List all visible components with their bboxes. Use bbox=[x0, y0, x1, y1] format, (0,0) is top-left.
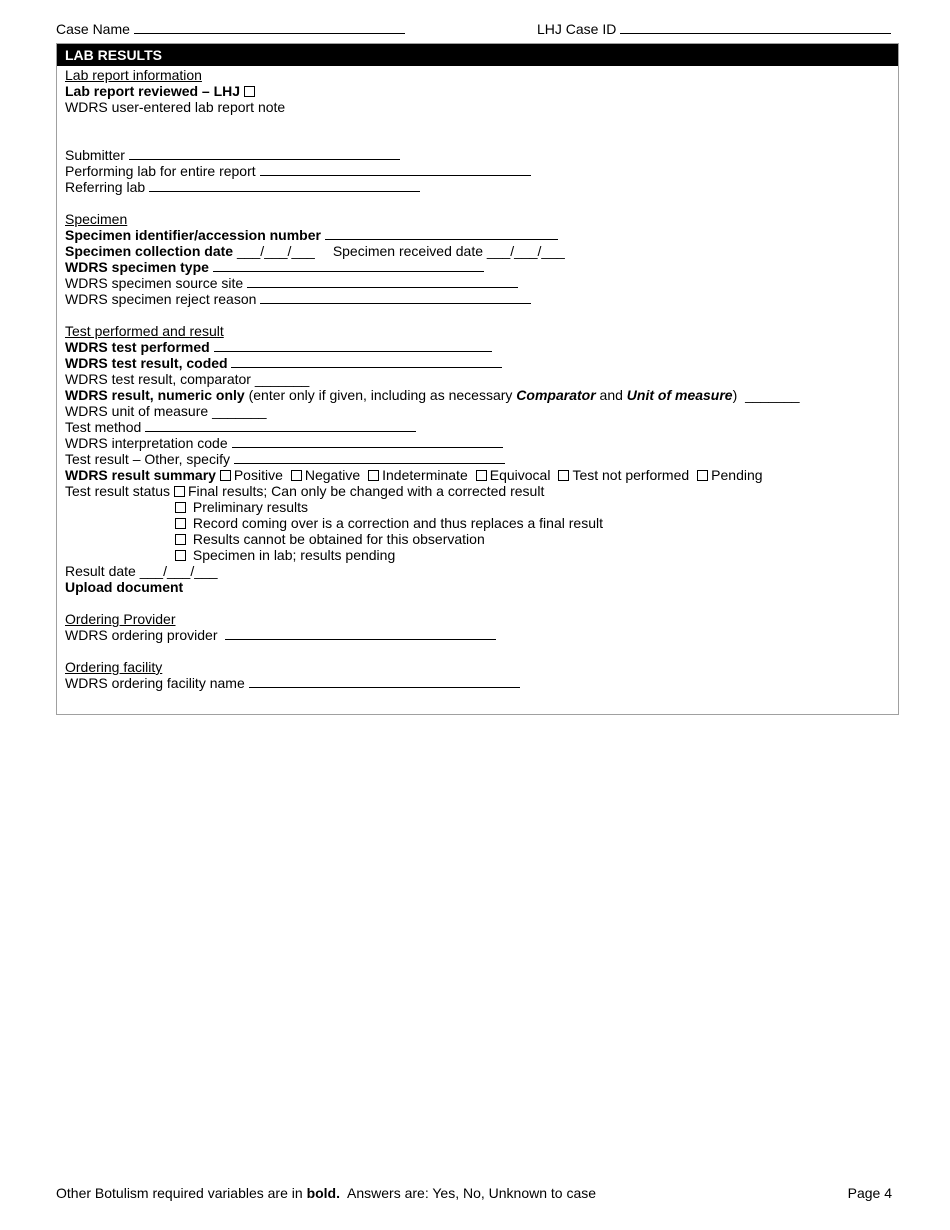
status-preliminary-row bbox=[65, 499, 898, 515]
comparator-blank[interactable]: _______ bbox=[254, 371, 310, 387]
summary-negative-label: Negative bbox=[304, 467, 361, 483]
ordering-provider-label: WDRS ordering provider bbox=[65, 627, 218, 643]
specimen-source-row bbox=[65, 275, 898, 291]
test-method-blank[interactable] bbox=[145, 419, 416, 432]
specimen-heading: Specimen bbox=[65, 211, 128, 227]
lab-report-reviewed-row bbox=[65, 83, 898, 99]
footer-note-prefix: Other Botulism required variables are in bbox=[56, 1185, 303, 1201]
numeric-row bbox=[65, 387, 898, 403]
page-number: Page 4 bbox=[847, 1185, 892, 1201]
submitter-blank[interactable] bbox=[129, 147, 400, 160]
lab-report-heading: Lab report information bbox=[65, 67, 202, 83]
specimen-collection-date-label: Specimen collection date bbox=[65, 243, 234, 259]
interpretation-blank[interactable] bbox=[232, 435, 503, 448]
lhj-case-id-label: LHJ Case ID bbox=[537, 21, 617, 37]
submitter-label: Submitter bbox=[65, 147, 125, 163]
summary-equivocal-label: Equivocal bbox=[489, 467, 551, 483]
lab-results-panel bbox=[56, 43, 899, 715]
specimen-type-row bbox=[65, 259, 898, 275]
performing-lab-row bbox=[65, 163, 898, 179]
status-final-label: Final results; Can only be changed with a corrected result bbox=[187, 483, 545, 499]
result-status-label: Test result status bbox=[65, 483, 171, 499]
lab-report-reviewed-checkbox[interactable] bbox=[244, 86, 255, 97]
referring-lab-row bbox=[65, 179, 898, 195]
comparator-row bbox=[65, 371, 898, 387]
test-other-blank[interactable] bbox=[234, 451, 505, 464]
test-heading: Test performed and result bbox=[65, 323, 224, 339]
summary-not-performed-checkbox[interactable] bbox=[558, 470, 569, 481]
unit-row bbox=[65, 403, 898, 419]
result-status-row bbox=[65, 483, 898, 499]
summary-pending-label: Pending bbox=[711, 467, 763, 483]
footer-note-bold: bold. bbox=[306, 1185, 340, 1201]
upload-document-label[interactable]: Upload document bbox=[65, 579, 184, 595]
ordering-facility-label: WDRS ordering facility name bbox=[65, 675, 245, 691]
numeric-note: (enter only if given, including as necessary bbox=[248, 387, 513, 403]
interpretation-label: WDRS interpretation code bbox=[65, 435, 228, 451]
summary-negative-checkbox[interactable] bbox=[291, 470, 302, 481]
performing-lab-blank[interactable] bbox=[260, 163, 531, 176]
referring-lab-blank[interactable] bbox=[149, 179, 420, 192]
page-footer bbox=[56, 1185, 896, 1201]
ordering-facility-heading: Ordering facility bbox=[65, 659, 163, 675]
specimen-dates-row bbox=[65, 243, 898, 259]
specimen-reject-row bbox=[65, 291, 898, 307]
ordering-provider-heading: Ordering Provider bbox=[65, 611, 176, 627]
case-name-blank[interactable] bbox=[134, 21, 405, 34]
case-name-field[interactable] bbox=[56, 21, 405, 37]
submitter-row bbox=[65, 147, 898, 163]
test-result-coded-label: WDRS test result, coded bbox=[65, 355, 228, 371]
result-summary-row bbox=[65, 467, 898, 483]
status-pending-checkbox[interactable] bbox=[175, 550, 186, 561]
numeric-note-and: and bbox=[599, 387, 623, 403]
case-name-label: Case Name bbox=[56, 21, 130, 37]
footer-note-suffix: Answers are: Yes, No, Unknown to case bbox=[347, 1185, 597, 1201]
test-method-label: Test method bbox=[65, 419, 142, 435]
status-preliminary-checkbox[interactable] bbox=[175, 502, 186, 513]
result-date-label: Result date bbox=[65, 563, 136, 579]
status-cannot-obtain-label: Results cannot be obtained for this observation bbox=[192, 531, 485, 547]
numeric-note-close: ) bbox=[732, 387, 738, 403]
unit-label: WDRS unit of measure bbox=[65, 403, 209, 419]
test-performed-row bbox=[65, 339, 898, 355]
specimen-identifier-row bbox=[65, 227, 898, 243]
summary-positive-checkbox[interactable] bbox=[220, 470, 231, 481]
test-performed-label: WDRS test performed bbox=[65, 339, 210, 355]
specimen-type-label: WDRS specimen type bbox=[65, 259, 209, 275]
specimen-identifier-label: Specimen identifier/accession number bbox=[65, 227, 321, 243]
section-title: LAB RESULTS bbox=[57, 44, 898, 66]
numeric-blank[interactable]: _______ bbox=[745, 387, 800, 403]
specimen-source-blank[interactable] bbox=[247, 275, 518, 288]
result-summary-label: WDRS result summary bbox=[65, 467, 216, 483]
test-result-coded-row bbox=[65, 355, 898, 371]
result-date-row bbox=[65, 563, 898, 579]
test-performed-blank[interactable] bbox=[214, 339, 492, 352]
specimen-received-date-blank[interactable]: ___/___/___ bbox=[486, 243, 565, 259]
footer-note bbox=[56, 1185, 596, 1201]
status-pending-label: Specimen in lab; results pending bbox=[192, 547, 396, 563]
status-pending-row bbox=[65, 547, 898, 563]
ordering-provider-blank[interactable] bbox=[225, 627, 496, 640]
performing-lab-label: Performing lab for entire report bbox=[65, 163, 256, 179]
ordering-facility-blank[interactable] bbox=[249, 675, 520, 688]
test-method-row bbox=[65, 419, 898, 435]
numeric-note-comparator: Comparator bbox=[516, 387, 596, 403]
test-result-coded-blank[interactable] bbox=[231, 355, 502, 368]
summary-positive-label: Positive bbox=[233, 467, 283, 483]
specimen-collection-date-blank[interactable]: ___/___/___ bbox=[236, 243, 315, 259]
ordering-facility-row bbox=[65, 675, 898, 691]
lab-report-note-label: WDRS user-entered lab report note bbox=[65, 99, 286, 115]
summary-pending-checkbox[interactable] bbox=[697, 470, 708, 481]
status-correction-label: Record coming over is a correction and thus replaces a final result bbox=[192, 515, 603, 531]
specimen-reject-label: WDRS specimen reject reason bbox=[65, 291, 257, 307]
test-other-label: Test result – Other, specify bbox=[65, 451, 230, 467]
status-correction-row bbox=[65, 515, 898, 531]
lhj-case-id-field[interactable] bbox=[537, 21, 891, 37]
lhj-case-id-blank[interactable] bbox=[620, 21, 891, 34]
status-correction-checkbox[interactable] bbox=[175, 518, 186, 529]
specimen-identifier-blank[interactable] bbox=[325, 227, 558, 240]
specimen-received-date-label: Specimen received date bbox=[332, 243, 484, 259]
specimen-source-label: WDRS specimen source site bbox=[65, 275, 244, 291]
interpretation-row bbox=[65, 435, 898, 451]
numeric-label: WDRS result, numeric only bbox=[65, 387, 245, 403]
summary-equivocal-checkbox[interactable] bbox=[476, 470, 487, 481]
status-final-checkbox[interactable] bbox=[174, 486, 185, 497]
specimen-reject-blank[interactable] bbox=[260, 291, 531, 304]
status-preliminary-label: Preliminary results bbox=[192, 499, 309, 515]
unit-blank[interactable]: _______ bbox=[212, 403, 267, 419]
result-date-blank[interactable]: ___/___/___ bbox=[139, 563, 218, 579]
test-other-row bbox=[65, 451, 898, 467]
specimen-type-blank[interactable] bbox=[213, 259, 484, 272]
page-header bbox=[56, 21, 899, 39]
summary-not-performed-label: Test not performed bbox=[572, 467, 690, 483]
status-cannot-obtain-checkbox[interactable] bbox=[175, 534, 186, 545]
lab-report-reviewed-label: Lab report reviewed – LHJ bbox=[65, 83, 241, 99]
referring-lab-label: Referring lab bbox=[65, 179, 146, 195]
summary-indeterminate-checkbox[interactable] bbox=[368, 470, 379, 481]
ordering-provider-row bbox=[65, 627, 898, 643]
summary-indeterminate-label: Indeterminate bbox=[382, 467, 468, 483]
numeric-note-unit: Unit of measure bbox=[626, 387, 733, 403]
status-cannot-obtain-row bbox=[65, 531, 898, 547]
comparator-label: WDRS test result, comparator bbox=[65, 371, 251, 387]
